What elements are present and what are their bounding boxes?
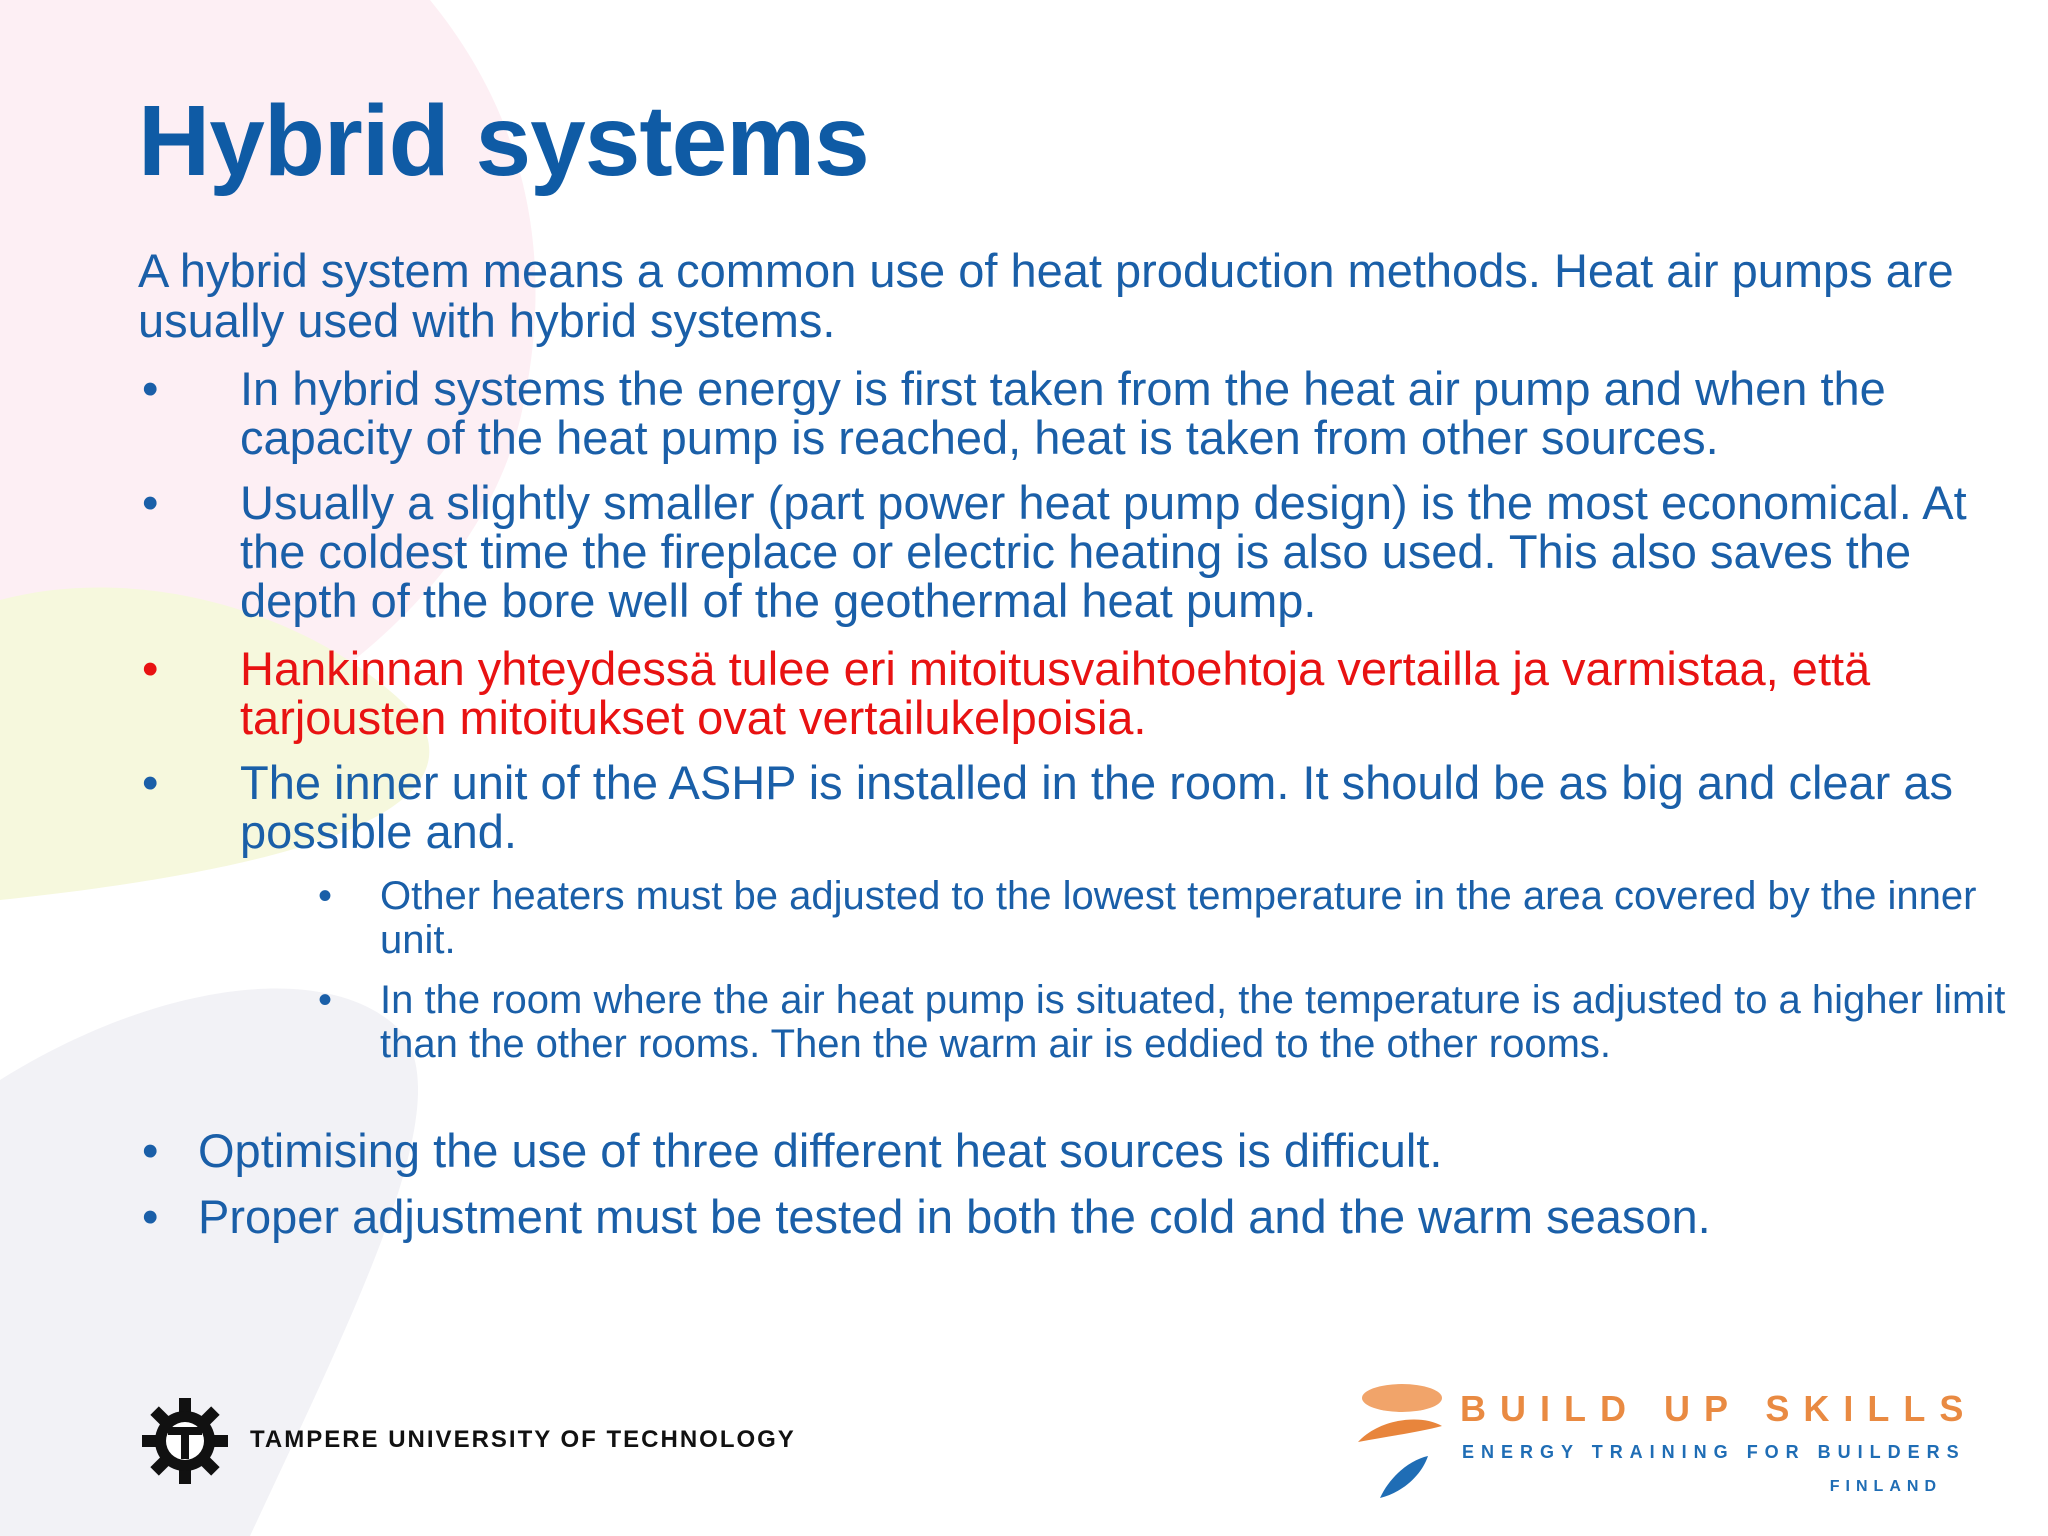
bullet-marker: • — [142, 1124, 159, 1177]
bullet-text: Hankinnan yhteydessä tulee eri mitoitusvaihtoehtoja vertailla ja varmistaa, että tarjousten mitoitukset ovat vertailukelpoisia. — [240, 642, 1871, 744]
bullet-marker: • — [318, 978, 333, 1022]
partner-logo — [1350, 1376, 1978, 1506]
bullet-marker: • — [142, 1190, 159, 1243]
gear-icon — [140, 1396, 230, 1486]
bullet-marker: • — [142, 476, 159, 529]
bullet-marker: • — [318, 874, 333, 918]
partner-country: FINLAND — [1829, 1478, 1942, 1495]
sub-bullet-text: In the room where the air heat pump is situated, the temperature is adjusted to a higher limit than the other rooms. Then the warm air is eddied to the other rooms. — [380, 978, 2006, 1066]
slide-title: Hybrid systems — [138, 85, 869, 197]
bullet-text: Usually a slightly smaller (part power heat pump design) is the most economical. At the coldest time the fireplace or electric heating is also used. This also saves the depth of the bore well of the geothermal heat pump. — [240, 476, 1967, 627]
partner-subtitle: ENERGY TRAINING FOR BUILDERS — [1462, 1442, 1966, 1462]
university-name: TAMPERE UNIVERSITY OF TECHNOLOGY — [250, 1426, 796, 1453]
intro-paragraph: A hybrid system means a common use of heat production methods. Heat air pumps are usually used with hybrid systems. — [138, 244, 1954, 347]
leaf-swoosh-icon — [1350, 1376, 1450, 1506]
bullet-text: In hybrid systems the energy is first taken from the heat air pump and when the capacity of the heat pump is reached, heat is taken from other sources. — [240, 362, 1886, 464]
partner-title: BUILD UP SKILLS — [1460, 1388, 1978, 1429]
bullet-text: Proper adjustment must be tested in both the cold and the warm season. — [198, 1190, 1711, 1243]
bullet-marker: • — [142, 642, 159, 695]
bullet-marker: • — [142, 756, 159, 809]
bullet-text: The inner unit of the ASHP is installed in the room. It should be as big and clear as possible and. — [240, 756, 1954, 858]
bullet-marker: • — [142, 362, 159, 415]
sub-bullet-text: Other heaters must be adjusted to the lowest temperature in the area covered by the inner unit. — [380, 874, 1977, 962]
bullet-text: Optimising the use of three different heat sources is difficult. — [198, 1124, 1443, 1177]
